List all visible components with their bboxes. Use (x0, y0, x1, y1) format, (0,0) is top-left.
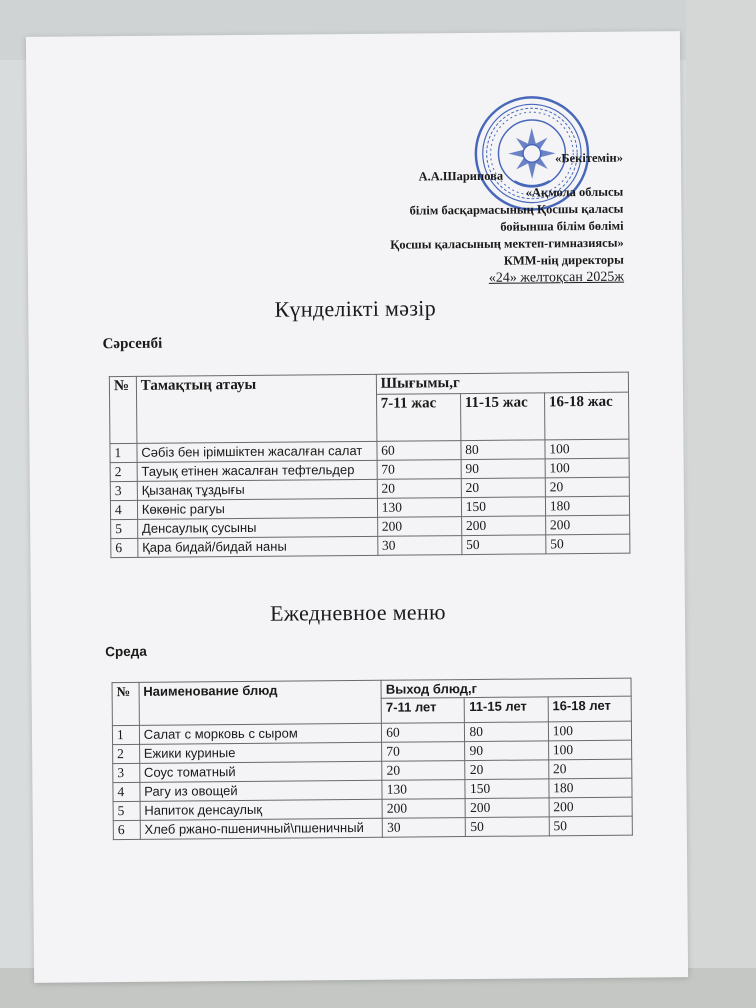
value-age-11-15: 90 (465, 741, 548, 761)
row-number: 4 (110, 500, 137, 519)
row-number: 3 (113, 763, 140, 782)
value-age-16-18: 180 (545, 496, 629, 516)
value-age-11-15: 50 (466, 817, 549, 837)
approval-date-month: желтоқсан (520, 270, 583, 286)
value-age-7-11: 70 (382, 742, 465, 762)
ru-menu-table (112, 678, 633, 841)
approval-line: Қосшы қаласының мектеп-гимназиясы» (390, 235, 624, 252)
header-age-7-11: 7-11 лет (381, 698, 464, 724)
value-age-11-15: 20 (461, 478, 545, 498)
approval-line: білім басқармасының Қосшы қаласы (409, 201, 624, 218)
dish-name: Напиток денсаулық (140, 799, 383, 820)
value-age-16-18: 100 (545, 458, 629, 478)
approval-line: «Ақмола облысы (525, 184, 624, 200)
value-age-16-18: 100 (548, 721, 631, 741)
dish-name: Соус томатный (139, 761, 382, 782)
value-age-11-15: 200 (466, 798, 549, 818)
row-number: 4 (113, 782, 140, 801)
value-age-7-11: 200 (377, 517, 461, 537)
header-age-11-15: 11-15 лет (465, 697, 548, 723)
approval-line: КММ-нің директоры (503, 252, 624, 268)
value-age-16-18: 20 (545, 477, 629, 497)
value-age-11-15: 150 (465, 779, 548, 799)
value-age-16-18: 50 (546, 534, 630, 554)
approval-block (323, 150, 624, 289)
dish-name: Денсаулық сусыны (137, 517, 377, 538)
value-age-7-11: 30 (377, 536, 461, 556)
value-age-7-11: 60 (377, 441, 461, 461)
value-age-16-18: 100 (548, 740, 631, 760)
value-age-7-11: 20 (377, 479, 461, 499)
approval-line: бойынша білім бөлімі (500, 218, 624, 234)
approval-date (324, 269, 624, 289)
dish-name: Қызанақ тұздығы (137, 479, 377, 500)
dish-name: Салат с морковь с сыром (139, 723, 382, 744)
header-age-7-11: 7-11 жас (376, 394, 461, 442)
approval-line: «Бекітемін» (555, 150, 624, 166)
header-number: № (112, 682, 139, 725)
row-number: 2 (113, 744, 140, 763)
row-number: 6 (111, 538, 138, 557)
value-age-16-18: 100 (545, 439, 629, 459)
value-age-16-18: 200 (545, 515, 629, 535)
value-age-11-15: 150 (461, 497, 545, 517)
value-age-16-18: 200 (549, 797, 632, 817)
dish-name: Рагу из овощей (140, 780, 383, 801)
value-age-7-11: 60 (382, 723, 465, 743)
row-number: 3 (110, 481, 137, 500)
header-output: Шығымы,г (376, 372, 629, 394)
value-age-16-18: 20 (548, 759, 631, 779)
value-age-7-11: 30 (382, 818, 465, 838)
value-age-11-15: 80 (461, 440, 545, 460)
kz-menu-table (109, 372, 631, 559)
value-age-7-11: 70 (377, 460, 461, 480)
kz-table-body (110, 439, 630, 558)
dish-name: Көкөніс рагуы (137, 498, 377, 519)
kz-day-label: Сәрсенбі (102, 335, 163, 353)
row-number: 5 (111, 519, 138, 538)
approval-date-day: «24» (488, 270, 517, 286)
value-age-16-18: 180 (549, 778, 632, 798)
header-age-11-15: 11-15 жас (460, 393, 545, 441)
dish-name: Хлеб ржано-пшеничный\пшеничный (140, 818, 383, 839)
value-age-11-15: 50 (462, 535, 546, 555)
kz-title: Күнделікті мәзір (274, 295, 437, 322)
background-right (686, 0, 756, 1008)
header-age-16-18: 16-18 жас (544, 392, 629, 440)
header-number: № (109, 376, 136, 443)
dish-name: Тауық етінен жасалған тефтельдер (137, 460, 377, 481)
ru-day-label: Среда (105, 643, 147, 660)
value-age-7-11: 130 (382, 780, 465, 800)
table-row (111, 534, 630, 558)
row-number: 1 (110, 443, 137, 462)
dish-name: Қара бидай/бидай наны (138, 536, 378, 557)
value-age-11-15: 20 (465, 760, 548, 780)
value-age-11-15: 90 (461, 459, 545, 479)
ru-title: Ежедневное меню (269, 599, 446, 626)
value-age-11-15: 200 (461, 516, 545, 536)
value-age-16-18: 50 (549, 816, 632, 836)
menu-sheet (26, 31, 688, 983)
row-number: 1 (112, 725, 139, 744)
dish-name: Ежики куриные (139, 742, 382, 763)
value-age-7-11: 20 (382, 761, 465, 781)
value-age-11-15: 80 (465, 722, 548, 742)
header-dish-name: Тамақтың атауы (136, 374, 376, 443)
approval-date-year: 2025ж (586, 269, 625, 285)
row-number: 5 (113, 801, 140, 820)
ru-table-body (112, 721, 632, 840)
header-age-16-18: 16-18 лет (548, 696, 631, 722)
row-number: 2 (110, 462, 137, 481)
approval-signatory: А.А.Шарипова (418, 168, 504, 184)
table-row (113, 816, 632, 840)
row-number: 6 (113, 820, 140, 839)
value-age-7-11: 130 (377, 498, 461, 518)
header-output: Выход блюд,г (381, 678, 631, 698)
dish-name: Сәбіз бен ірімшіктен жасалған салат (137, 441, 377, 462)
header-dish-name: Наименование блюд (139, 680, 382, 725)
value-age-7-11: 200 (382, 799, 465, 819)
